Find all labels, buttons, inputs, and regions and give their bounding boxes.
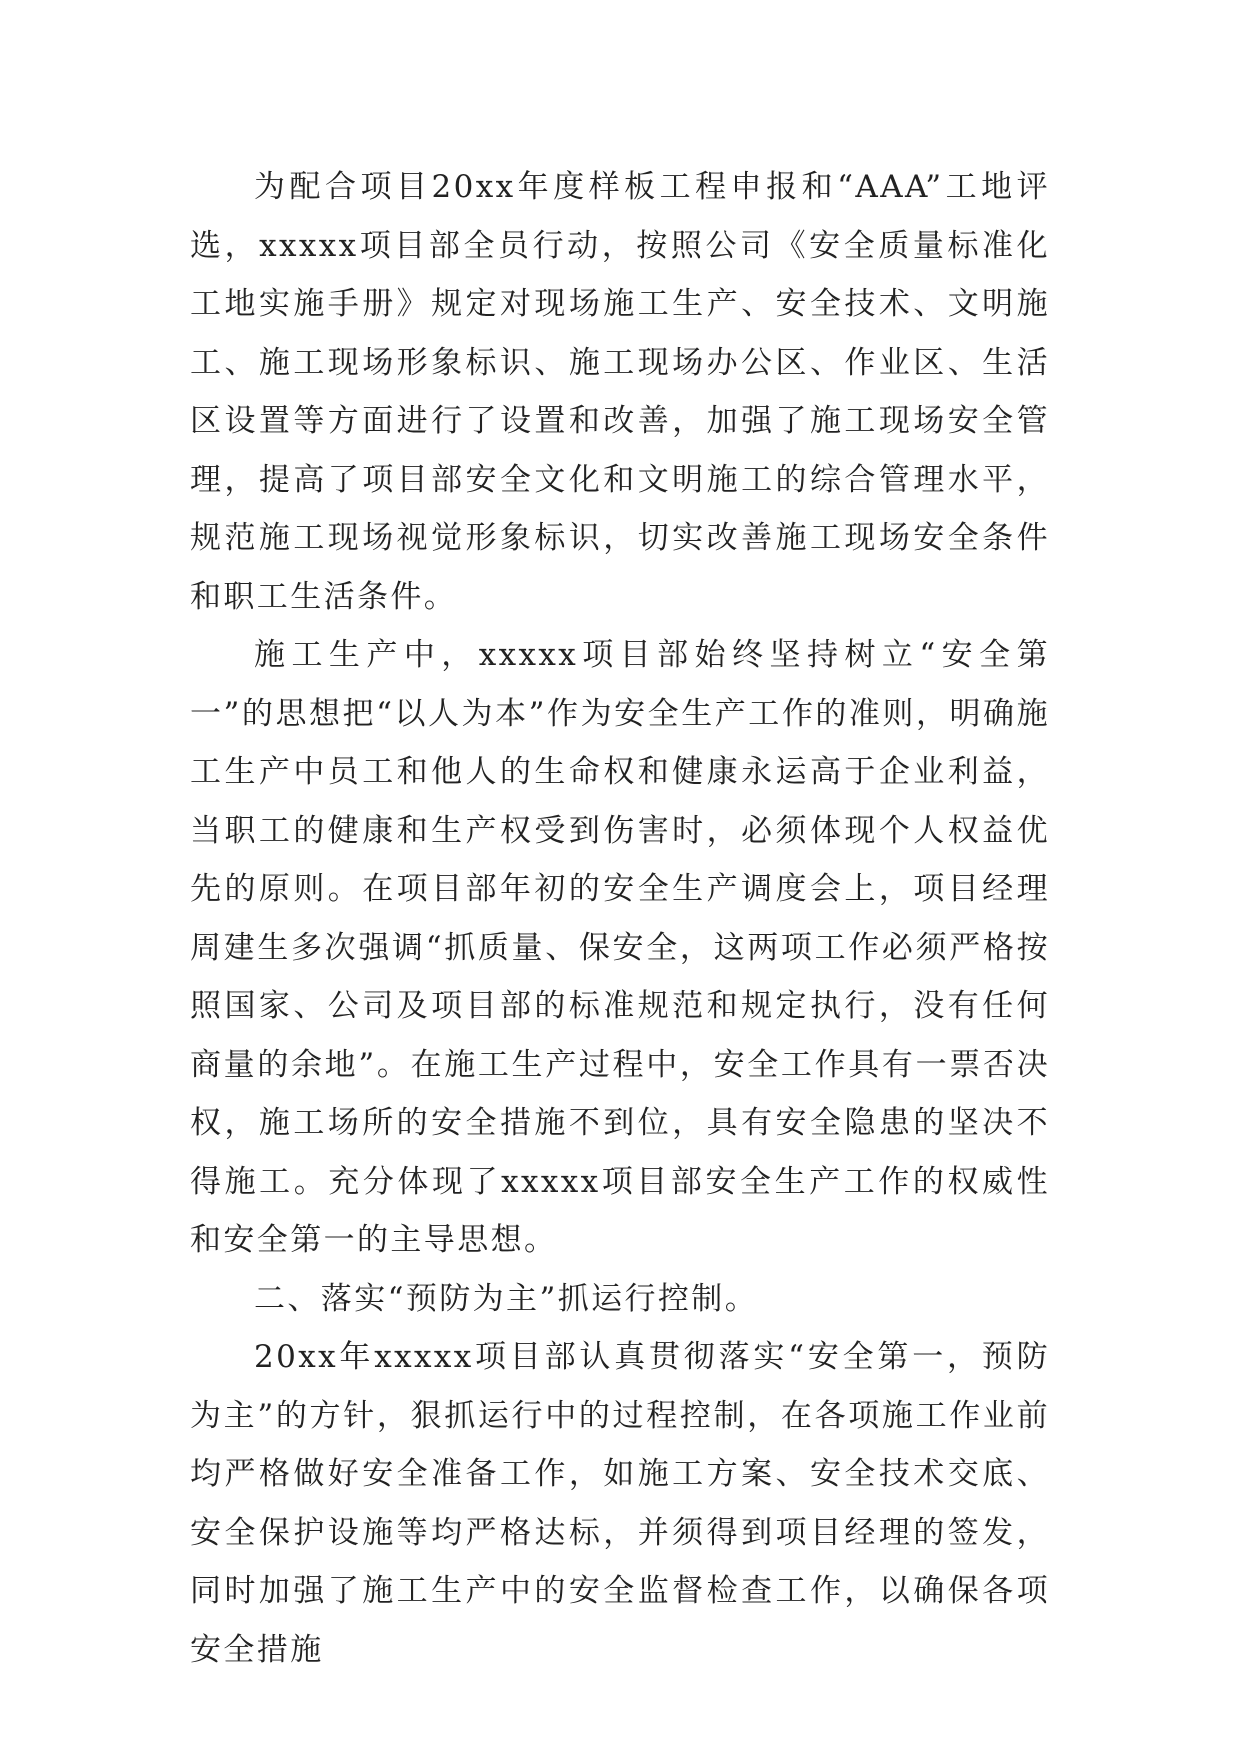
paragraph-sample-project-selection: 为配合项目20xx年度样板工程申报和“AAA”工地评选，xxxxx项目部全员行动，按照公司《安全质量标准化工地实施手册》规定对现场施工生产、安全技术、文明施工、施工现场形象标识、施工现场办公区、作业区、生活区设置等方面进行了设置和改善，加强了施工现场安全管理，提高了项目部安全文化和文明施工的综合管理水平，规范施工现场视觉形象标识，切实改善施工现场安全条件和职工生活条件。 xyxy=(190,169,1050,615)
paragraph-process-control: 20xx年xxxxx项目部认真贯彻落实“安全第一，预防为主”的方针，狠抓运行中的过程控制，在各项施工作业前均严格做好安全准备工作，如施工方案、安全技术交底、安全保护设施等均严格达标，并须得到项目经理的签发，同时加强了施工生产中的安全监督检查工作，以确保各项安全措施 xyxy=(190,1339,1050,1668)
section-heading-prevention: 二、落实“预防为主”抓运行控制。 xyxy=(254,1280,759,1317)
document-body xyxy=(190,158,1050,1679)
paragraph-safety-first: 施工生产中，xxxxx项目部始终坚持树立“安全第一”的思想把“以人为本”作为安全生产工作的准则，明确施工生产中员工和他人的生命权和健康永运高于企业利益，当职工的健康和生产权受到伤害时，必须体现个人权益优先的原则。在项目部年初的安全生产调度会上，项目经理周建生多次强调“抓质量、保安全，这两项工作必须严格按照国家、公司及项目部的标准规范和规定执行，没有任何商量的余地”。在施工生产过程中，安全工作具有一票否决权，施工场所的安全措施不到位，具有安全隐患的坚决不得施工。充分体现了xxxxx项目部安全生产工作的权威性和安全第一的主导思想。 xyxy=(190,637,1050,1258)
